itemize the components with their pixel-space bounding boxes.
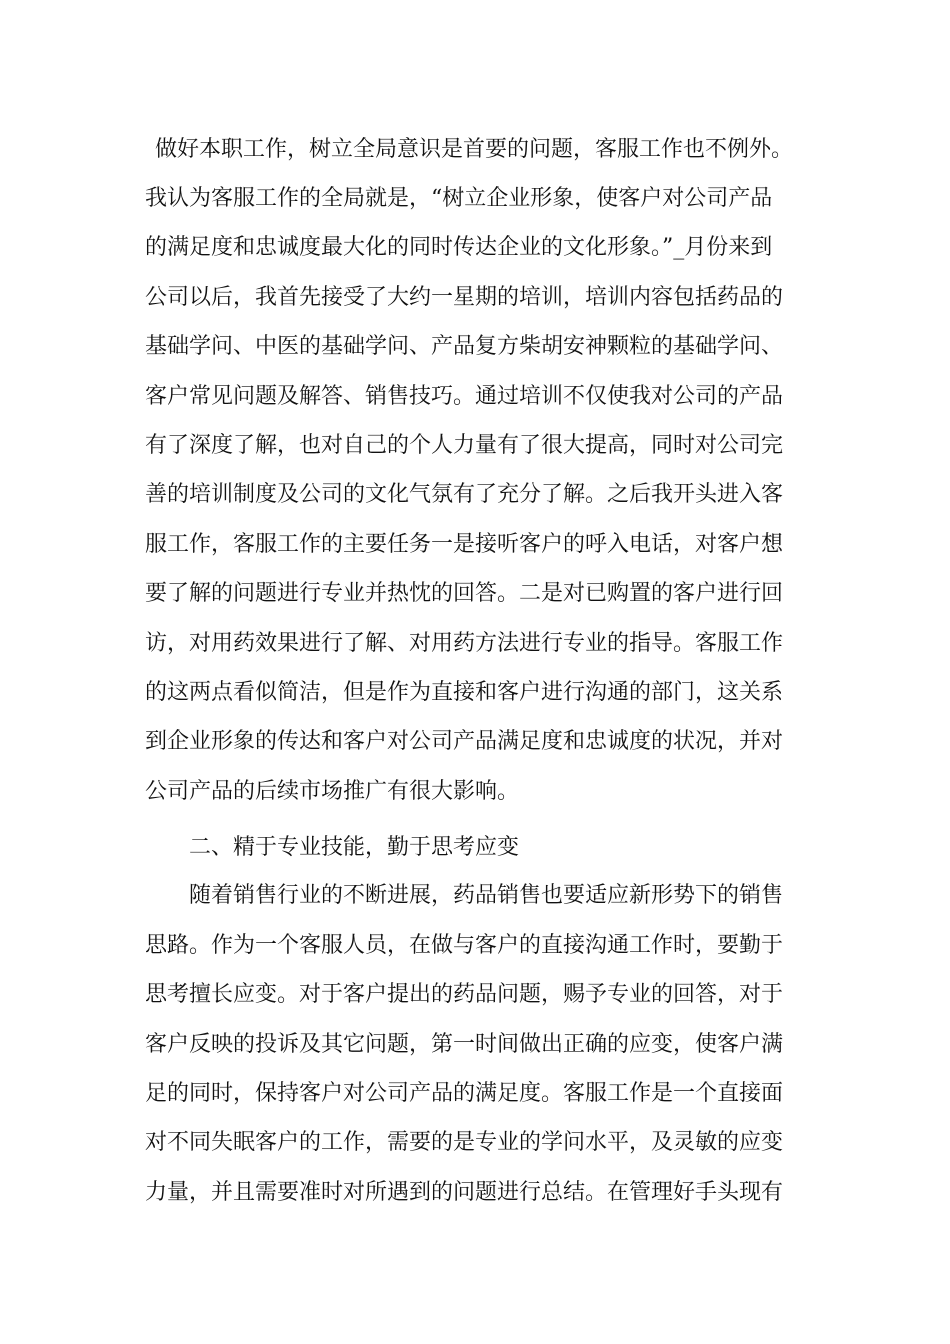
text-line: 服工作，客服工作的主要任务一是接听客户的呼入电话，对客户想 — [145, 532, 784, 557]
text-line: 我认为客服工作的全局就是，“树立企业形象，使客户对公司产品 — [145, 186, 773, 211]
text-line: 到企业形象的传达和客户对公司产品满足度和忠诚度的状况，并对 — [145, 729, 784, 754]
text-line: 访，对用药效果进行了解、对用药方法进行专业的指导。客服工作 — [145, 631, 784, 656]
text-line: 公司产品的后续市场推广有很大影响。 — [145, 779, 520, 804]
text-line: 的满足度和忠诚度最大化的同时传达企业的文化形象。”_月份来到 — [145, 235, 773, 260]
text-line: 善的培训制度及公司的文化气氛有了充分了解。之后我开头进入客 — [145, 482, 784, 507]
text-line: 公司以后，我首先接受了大约一星期的培训，培训内容包括药品的 — [145, 285, 784, 310]
text-line: 有了深度了解，也对自己的个人力量有了很大提高，同时对公司完 — [145, 433, 784, 458]
text-line: 力量，并且需要准时对所遇到的问题进行总结。在管理好手头现有 — [145, 1180, 784, 1205]
text-line: 的这两点看似简洁，但是作为直接和客户进行沟通的部门，这关系 — [145, 680, 784, 705]
text-line: 做好本职工作，树立全局意识是首要的问题，客服工作也不例外。 — [155, 137, 794, 162]
text-line: 对不同失眠客户的工作，需要的是专业的学问水平，及灵敏的应变 — [145, 1130, 784, 1155]
text-line: 要了解的问题进行专业并热忱的回答。二是对已购置的客户进行回 — [145, 581, 784, 606]
text-line: 足的同时，保持客户对公司产品的满足度。客服工作是一个直接面 — [145, 1081, 784, 1106]
text-line: 思考擅长应变。对于客户提出的药品问题，赐予专业的回答，对于 — [145, 982, 784, 1007]
text-line: 基础学问、中医的基础学问、产品复方柴胡安神颗粒的基础学问、 — [145, 334, 784, 359]
text-line: 客户常见问题及解答、销售技巧。通过培训不仅使我对公司的产品 — [145, 384, 784, 409]
text-line: 思路。作为一个客服人员，在做与客户的直接沟通工作时，要勤于 — [145, 933, 784, 958]
text-line: 随着销售行业的不断进展，药品销售也要适应新形势下的销售 — [189, 883, 784, 908]
text-line: 客户反映的投诉及其它问题，第一时间做出正确的应变，使客户满 — [145, 1032, 784, 1057]
section-heading: 二、精于专业技能，勤于思考应变 — [189, 835, 520, 860]
